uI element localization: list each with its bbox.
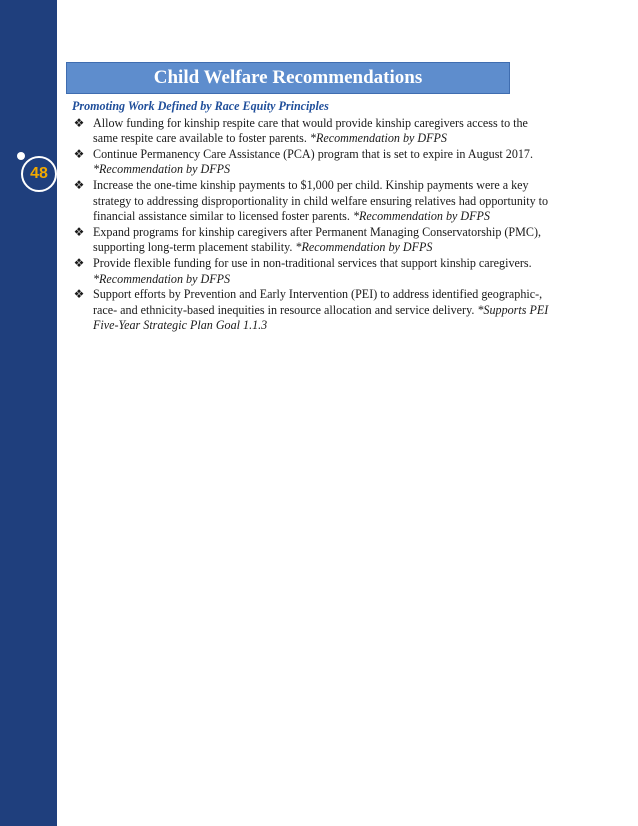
list-item xyxy=(72,287,550,334)
diamond-bullet-icon: ❖ xyxy=(73,115,85,130)
list-item xyxy=(72,225,550,256)
page-number-badge xyxy=(21,156,57,192)
diamond-bullet-icon: ❖ xyxy=(73,287,85,302)
diamond-bullet-icon: ❖ xyxy=(73,255,85,270)
recommendation-list xyxy=(72,116,550,334)
recommendation-text: Allow funding for kinship respite care that would provide kinship caregivers access to the same respite care available to foster parents. xyxy=(93,115,528,146)
recommendation-credit: *Recommendation by DFPS xyxy=(93,271,231,286)
sidebar-band xyxy=(0,0,57,826)
recommendation-text: Increase the one-time kinship payments to $1,000 per child. Kinship payments were a key strategy to addressing disproportionality in child welfare ensuring relatives had opportunity to financial assistance similar to licensed foster parents. xyxy=(93,177,549,224)
diamond-bullet-icon: ❖ xyxy=(73,224,85,239)
recommendation-credit: *Recommendation by DFPS xyxy=(309,131,447,146)
recommendation-credit: *Recommendation by DFPS xyxy=(352,209,490,224)
recommendation-text: Support efforts by Prevention and Early Intervention (PEI) to address identified geographic-, race- and ethnicity-based inequities in resource allocation and service delivery. xyxy=(93,287,543,317)
badge-dot xyxy=(17,152,25,160)
recommendation-credit: *Recommendation by DFPS xyxy=(93,162,231,177)
list-item xyxy=(72,116,550,147)
list-item xyxy=(72,178,550,225)
recommendation-text: Continue Permanency Care Assistance (PCA) program that is set to expire in August 2017. xyxy=(93,146,534,161)
section-heading: Promoting Work Defined by Race Equity Principles xyxy=(72,99,329,113)
page-number: 48 xyxy=(30,165,48,182)
recommendation-text: Expand programs for kinship caregivers after Permanent Managing Conservatorship (PMC), supporting long-term placement stability. xyxy=(93,224,542,255)
diamond-bullet-icon: ❖ xyxy=(73,177,85,192)
page-title: Child Welfare Recommendations xyxy=(153,67,423,88)
diamond-bullet-icon: ❖ xyxy=(73,146,85,161)
title-banner xyxy=(66,62,510,94)
recommendation-credit: *Supports PEI Five-Year Strategic Plan Goal 1.1.3 xyxy=(93,302,549,333)
recommendations-section xyxy=(72,99,550,334)
list-item xyxy=(72,256,550,287)
list-item xyxy=(72,147,550,178)
recommendation-text: Provide flexible funding for use in non-traditional services that support kinship caregivers. xyxy=(93,255,532,270)
recommendation-credit: *Recommendation by DFPS xyxy=(295,240,433,255)
